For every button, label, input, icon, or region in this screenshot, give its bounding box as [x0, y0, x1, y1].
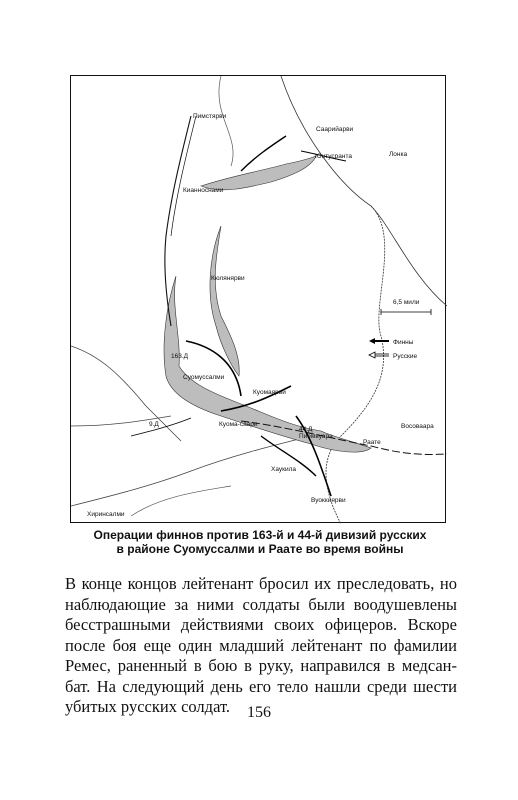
- scale-label: 6,5 мили: [393, 299, 420, 306]
- river-north: [219, 76, 233, 166]
- body-line: Ремес, раненный в бою в руку, направился в медсан-: [65, 656, 457, 675]
- figure-caption: [40, 528, 480, 556]
- body-line: бат. На следующий день его тело нашли среди шести: [65, 676, 457, 696]
- caption-line: в районе Суомуссалми и Раате во время войны: [116, 542, 404, 556]
- page-number: 156: [247, 704, 271, 721]
- legend-russians-arrowhead: [369, 352, 375, 358]
- border-line: [281, 76, 447, 306]
- lake-north: [201, 156, 316, 190]
- map-drawing: [71, 76, 447, 524]
- road-bottom: [131, 486, 231, 516]
- label-saarijarvi: Саарийарви: [316, 126, 354, 133]
- label-kuomasaari: Куома-саари: [219, 421, 258, 428]
- lake-system: [164, 276, 371, 452]
- legend-finns-arrowhead: [369, 338, 375, 344]
- label-div163: 163.Д: [171, 353, 189, 360]
- label-juntusranta: Юнтусранта: [315, 153, 352, 160]
- label-piemvaara: Пиемвуара: [299, 433, 333, 440]
- body-line: бесстрашными действиями своих офицеров. Вскоре: [65, 615, 457, 634]
- body-paragraph: [65, 574, 457, 718]
- body-line: В конце концов лейтенант бросил их преследовать, но: [65, 574, 457, 593]
- label-hirinsalmi: Хиринсалми: [87, 511, 125, 518]
- body-line: убитых русских солдат.: [65, 697, 231, 716]
- label-haukila: Хаукила: [271, 466, 297, 473]
- label-raate: Раате: [363, 439, 381, 446]
- label-kuomasjarvi: Куомаярви: [253, 389, 286, 396]
- legend-finns: Финны: [393, 339, 414, 346]
- body-line: после боя еще один младший лейтенант по фамилии: [65, 635, 457, 655]
- label-suomussalmi: Суомуссалми: [183, 374, 225, 381]
- road-main-north-2: [171, 116, 196, 236]
- label-kylanjarvi: Кюлянярви: [211, 275, 245, 282]
- label-div9: 9.Д: [149, 421, 159, 428]
- label-pimstjarvi: Пимстярви: [193, 113, 227, 120]
- label-lonka: Лонка: [389, 151, 408, 158]
- road-main-north: [165, 116, 191, 326]
- map-figure: [70, 75, 446, 523]
- label-div44: 44.Д: [299, 426, 313, 433]
- label-vosovaara: Восоваара: [401, 423, 434, 430]
- border-line-east: [326, 206, 385, 524]
- label-kiannonsalmi: Кианноснами: [183, 187, 224, 194]
- label-vuokkijarvi: Вуоккиярви: [311, 497, 346, 504]
- caption-line: Операции финнов против 163-й и 44-й дивизий русских: [93, 528, 427, 542]
- lake-kylanjarvi: [210, 226, 239, 376]
- body-line: наблюдающие за ними солдаты были воодушевлены: [65, 594, 457, 614]
- legend-russians: Русские: [393, 353, 418, 360]
